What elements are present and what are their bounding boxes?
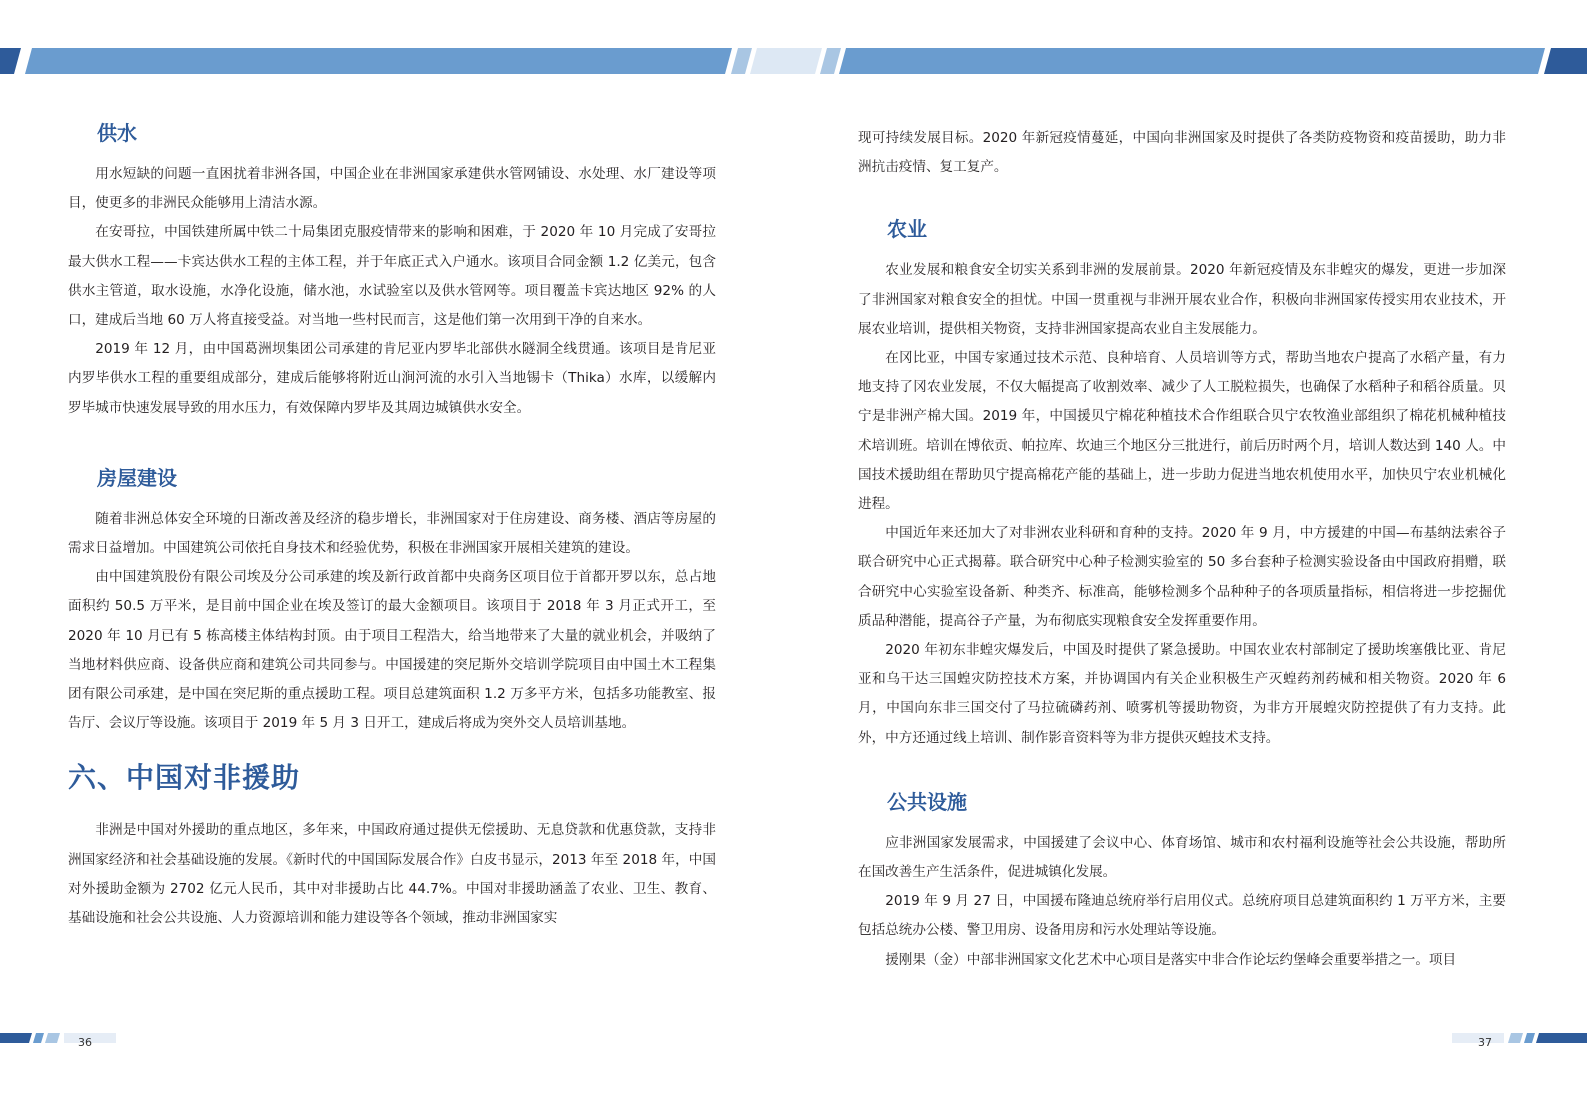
- paragraph: 农业发展和粮食安全切实关系到非洲的发展前景。2020 年新冠疫情及东非蝗灾的爆发，更进一步加深了非洲国家对粮食安全的担忧。中国一贯重视与非洲开展农业合作，积极向非洲国家传授实用农业技术，开展农业培训，提供相关物资，支持非洲国家提高农业自主发展能力。: [858, 262, 1506, 337]
- paragraph: 在冈比亚，中国专家通过技术示范、良种培育、人员培训等方式，帮助当地农户提高了水稻产量，有力地支持了冈农业发展，不仅大幅提高了收割效率、减少了人工脱粒损失，也确保了水稻种子和稻谷质量。贝宁是非洲产棉大国。2019 年，中国援贝宁棉花种植技术合作组联合贝宁农牧渔业部组织了棉花机械种植技术培训班。培训在博依贡、帕拉库、坎迪三个地区分三批进行，前后历时两个月，培训人数达到 140 人。中国技术援助组在帮助贝宁提高棉花产能的基础上，进一步助力促进当地农机使用水平，加快贝宁农业机械化进程。: [858, 350, 1506, 513]
- section-heading-public-facilities: 公共设施: [887, 789, 967, 814]
- paragraph: 用水短缺的问题一直困扰着非洲各国，中国企业在非洲国家承建供水管网铺设、水处理、水厂建设等项目，使更多的非洲民众能够用上清洁水源。: [68, 166, 716, 212]
- paragraph: 现可持续发展目标。2020 年新冠疫情蔓延，中国向非洲国家及时提供了各类防疫物资和疫苗援助，助力非洲抗击疫情、复工复产。: [858, 130, 1506, 176]
- paragraph: 2019 年 12 月，由中国葛洲坝集团公司承建的肯尼亚内罗毕北部供水隧洞全线贯通。该项目是肯尼亚内罗毕供水工程的重要组成部分，建成后能够将附近山涧河流的水引入当地锡卡（Thika）水库，以缓解内罗毕城市快速发展导致的用水压力，有效保障内罗毕及其周边城镇供水安全。: [68, 341, 716, 416]
- chapter-heading: 六、中国对非援助: [68, 761, 301, 795]
- paragraph: 非洲是中国对外援助的重点地区，多年来，中国政府通过提供无偿援助、无息贷款和优惠贷款，支持非洲国家经济和社会基础设施的发展。《新时代的中国国际发展合作》白皮书显示，2013 年至 2018 年，中国对外援助金额为 2702 亿元人民币，其中对非援助占比 44.7%。中国对非援助涵盖了农业、卫生、教育、基础设施和社会公共设施、人力资源培训和能力建设等各个领域，推动非洲国家实: [68, 822, 716, 927]
- paragraph: 由中国建筑股份有限公司埃及分公司承建的埃及新行政首都中央商务区项目位于首都开罗以东，总占地面积约 50.5 万平米，是目前中国企业在埃及签订的最大金额项目。该项目于 2018 年 3 月正式开工，至 2020 年 10 月已有 5 栋高楼主体结构封顶。由于项目工程浩大，给当地带来了大量的就业机会，并吸纳了当地材料供应商、设备供应商和建筑公司共同参与。中国援建的突尼斯外交培训学院项目由中国土木工程集团有限公司承建，是中国在突尼斯的重点援助工程。项目总建筑面积 1.2 万多平方米，包括多功能教室、报告厅、会议厅等设施。该项目于 2019 年 5 月 3 日开工，建成后将成为突外交人员培训基地。: [68, 569, 716, 732]
- top-banner: [0, 0, 1587, 80]
- right-page: [858, 124, 1506, 975]
- paragraph: 应非洲国家发展需求，中国援建了会议中心、体育场馆、城市和农村福利设施等社会公共设施，帮助所在国改善生产生活条件，促进城镇化发展。: [858, 834, 1506, 881]
- footer-bar: [0, 1030, 1587, 1060]
- paragraph: 援刚果（金）中部非洲国家文化艺术中心项目是落实中非合作论坛约堡峰会重要举措之一。项目: [885, 951, 1457, 968]
- paragraph: 中国近年来还加大了对非洲农业科研和育种的支持。2020 年 9 月，中方援建的中国—布基纳法索谷子联合研究中心正式揭幕。联合研究中心种子检测实验室的 50 多台套种子检测实验设备由中国政府捐赠，联合研究中心实验室设备新、种类齐、标准高，能够检测多个品种种子的各项质量指标，相信将进一步挖掘优质品种潜能，提高谷子产量，为布彻底实现粮食安全发挥重要作用。: [858, 525, 1506, 629]
- paragraph: 随着非洲总体安全环境的日渐改善及经济的稳步增长，非洲国家对于住房建设、商务楼、酒店等房屋的需求日益增加。中国建筑公司依托自身技术和经验优势，积极在非洲国家开展相关建筑的建设。: [68, 510, 716, 557]
- paragraph: 在安哥拉，中国铁建所属中铁二十局集团克服疫情带来的影响和困难，于 2020 年 10 月完成了安哥拉最大供水工程——卡宾达供水工程的主体工程，并于年底正式入户通水。该项目合同金额 1.2 亿美元，包含供水主管道，取水设施，水净化设施，储水池，水试验室以及供水管网等。项目覆盖卡宾达地区 92% 的人口，建成后当地 60 万人将直接受益。对当地一些村民而言，这是他们第一次用到干净的自来水。: [68, 224, 716, 329]
- page-number-right: 37: [1478, 1036, 1492, 1049]
- paragraph: 2019 年 9 月 27 日，中国援布隆迪总统府举行启用仪式。总统府项目总建筑面积约 1 万平方米，主要包括总统办公楼、警卫用房、设备用房和污水处理站等设施。: [858, 893, 1506, 939]
- section-heading-agriculture: 农业: [887, 217, 927, 242]
- section-heading-housing: 房屋建设: [97, 465, 177, 490]
- section-heading-water: 供水: [97, 121, 137, 145]
- page-number-left: 36: [78, 1036, 92, 1049]
- left-page: [68, 118, 716, 933]
- paragraph: 2020 年初东非蝗灾爆发后，中国及时提供了紧急援助。中国农业农村部制定了援助埃塞俄比亚、肯尼亚和乌干达三国蝗灾防控技术方案，并协调国内有关企业积极生产灭蝗药剂药械和相关物资。2020 年 6 月，中国向东非三国交付了马拉硫磷药剂、喷雾机等援助物资，为非方开展蝗灾防控提供了有力支持。此外，中方还通过线上培训、制作影音资料等为非方提供灭蝗技术支持。: [858, 642, 1506, 746]
